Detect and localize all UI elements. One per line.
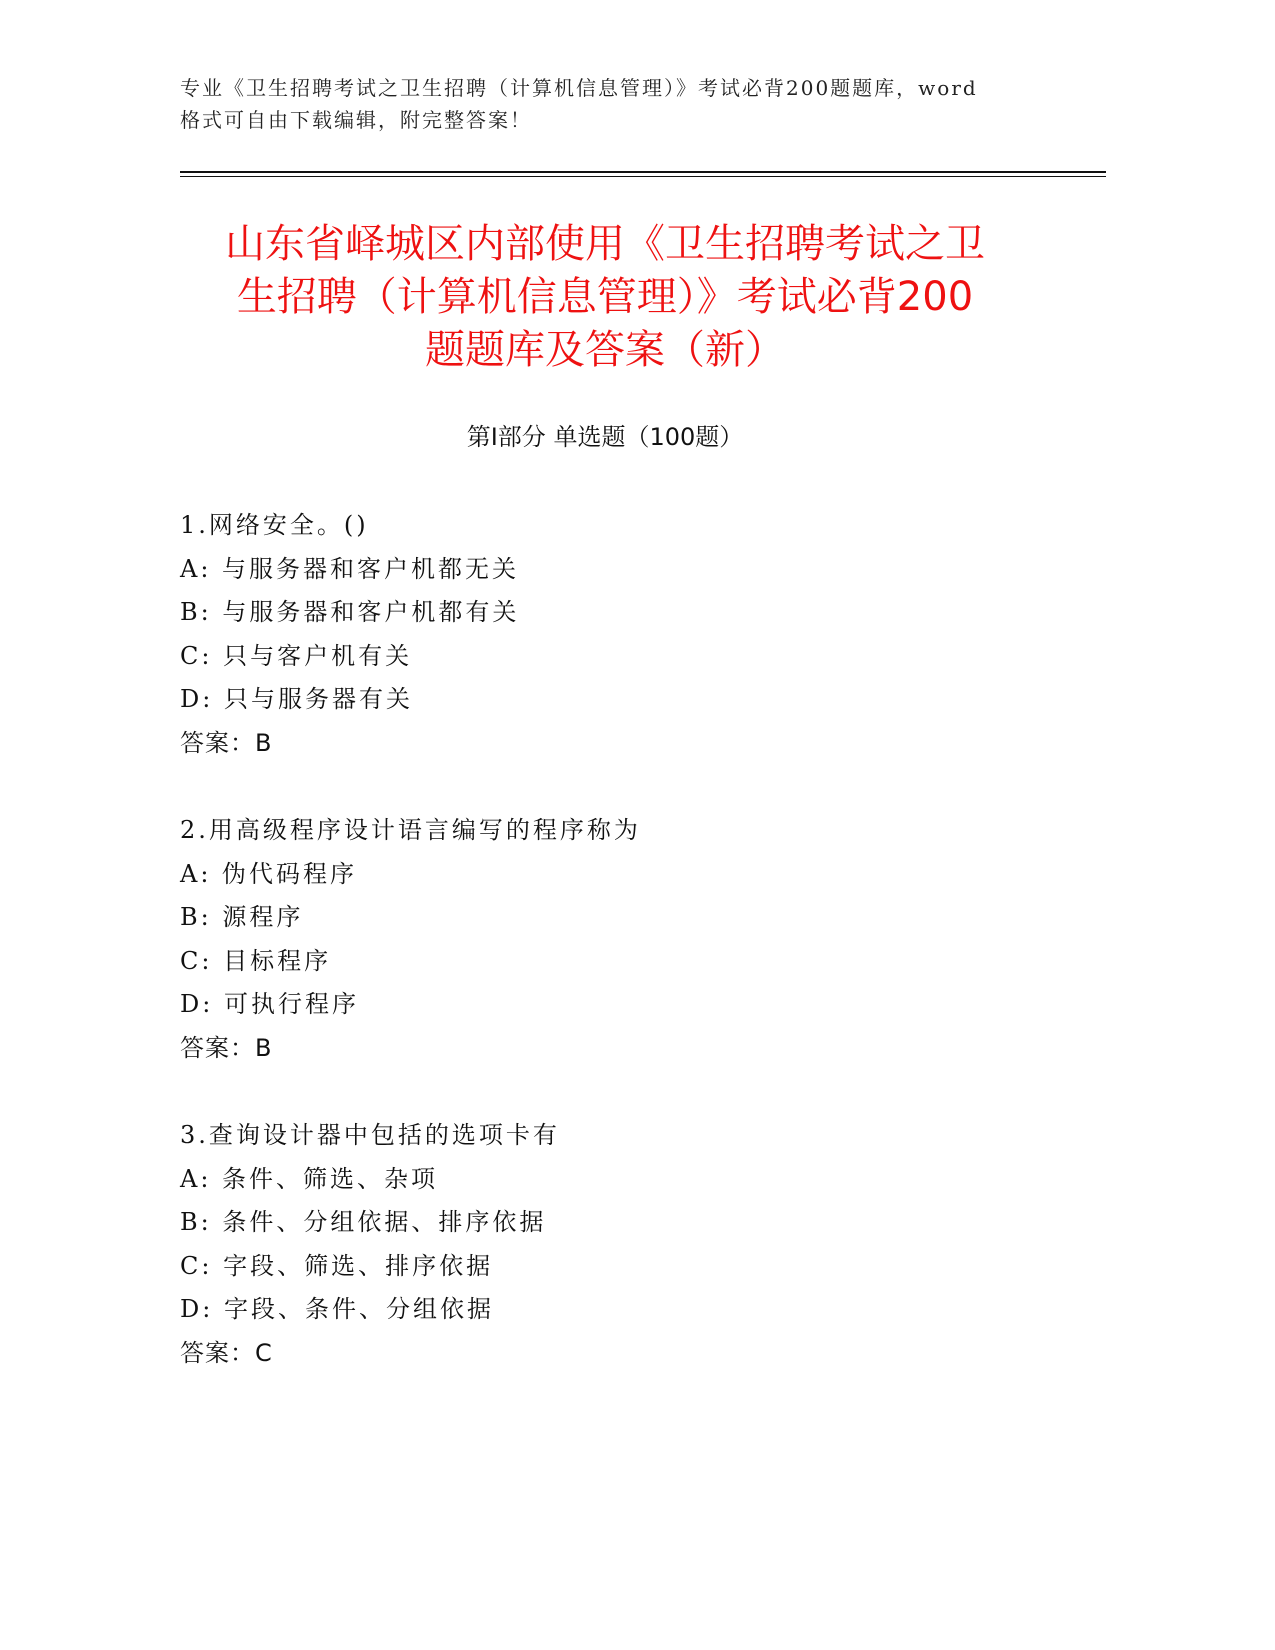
option-c: C: 字段、筛选、排序依据	[180, 1251, 494, 1280]
option-d: D: 只与服务器有关	[180, 685, 413, 714]
option-c: C: 只与客户机有关	[180, 641, 413, 670]
header-note-line-1: 专业《卫生招聘考试之卫生招聘（计算机信息管理）》考试必背200题题库，word	[180, 76, 978, 100]
section-heading: 第Ⅰ部分 单选题（100题）	[466, 423, 744, 451]
option-b: B: 与服务器和客户机都有关	[180, 598, 520, 627]
header-note	[180, 72, 1060, 136]
option-b: B: 源程序	[180, 903, 304, 932]
question-block	[180, 505, 1080, 767]
question-stem: 2.用高级程序设计语言编写的程序称为	[180, 816, 641, 844]
option-d: D: 字段、条件、分组依据	[180, 1295, 494, 1324]
question-block	[180, 810, 1080, 1072]
option-a: A: 伪代码程序	[180, 859, 358, 888]
header-rule-thin	[180, 176, 1106, 177]
answer-line: 答案：C	[180, 1338, 273, 1367]
header-note-line-2: 格式可自由下载编辑，附完整答案！	[180, 108, 532, 132]
question-stem: 3.查询设计器中包括的选项卡有	[180, 1121, 560, 1149]
question-block	[180, 1115, 1080, 1377]
document-title-line-1: 山东省峄城区内部使用《卫生招聘考试之卫	[225, 221, 985, 267]
header-rule-thick	[180, 171, 1106, 173]
option-a: A: 与服务器和客户机都无关	[180, 554, 520, 583]
document-title-line-3: 题题库及答案（新）	[425, 327, 785, 373]
document-title-line-2: 生招聘（计算机信息管理）》考试必背200	[236, 274, 974, 320]
answer-line: 答案：B	[180, 1033, 273, 1062]
answer-line: 答案：B	[180, 728, 273, 757]
document-title	[180, 218, 1030, 377]
option-d: D: 可执行程序	[180, 990, 359, 1019]
option-b: B: 条件、分组依据、排序依据	[180, 1208, 547, 1237]
option-c: C: 目标程序	[180, 946, 332, 975]
option-a: A: 条件、筛选、杂项	[180, 1164, 439, 1193]
question-stem: 1.网络安全。()	[180, 511, 369, 539]
